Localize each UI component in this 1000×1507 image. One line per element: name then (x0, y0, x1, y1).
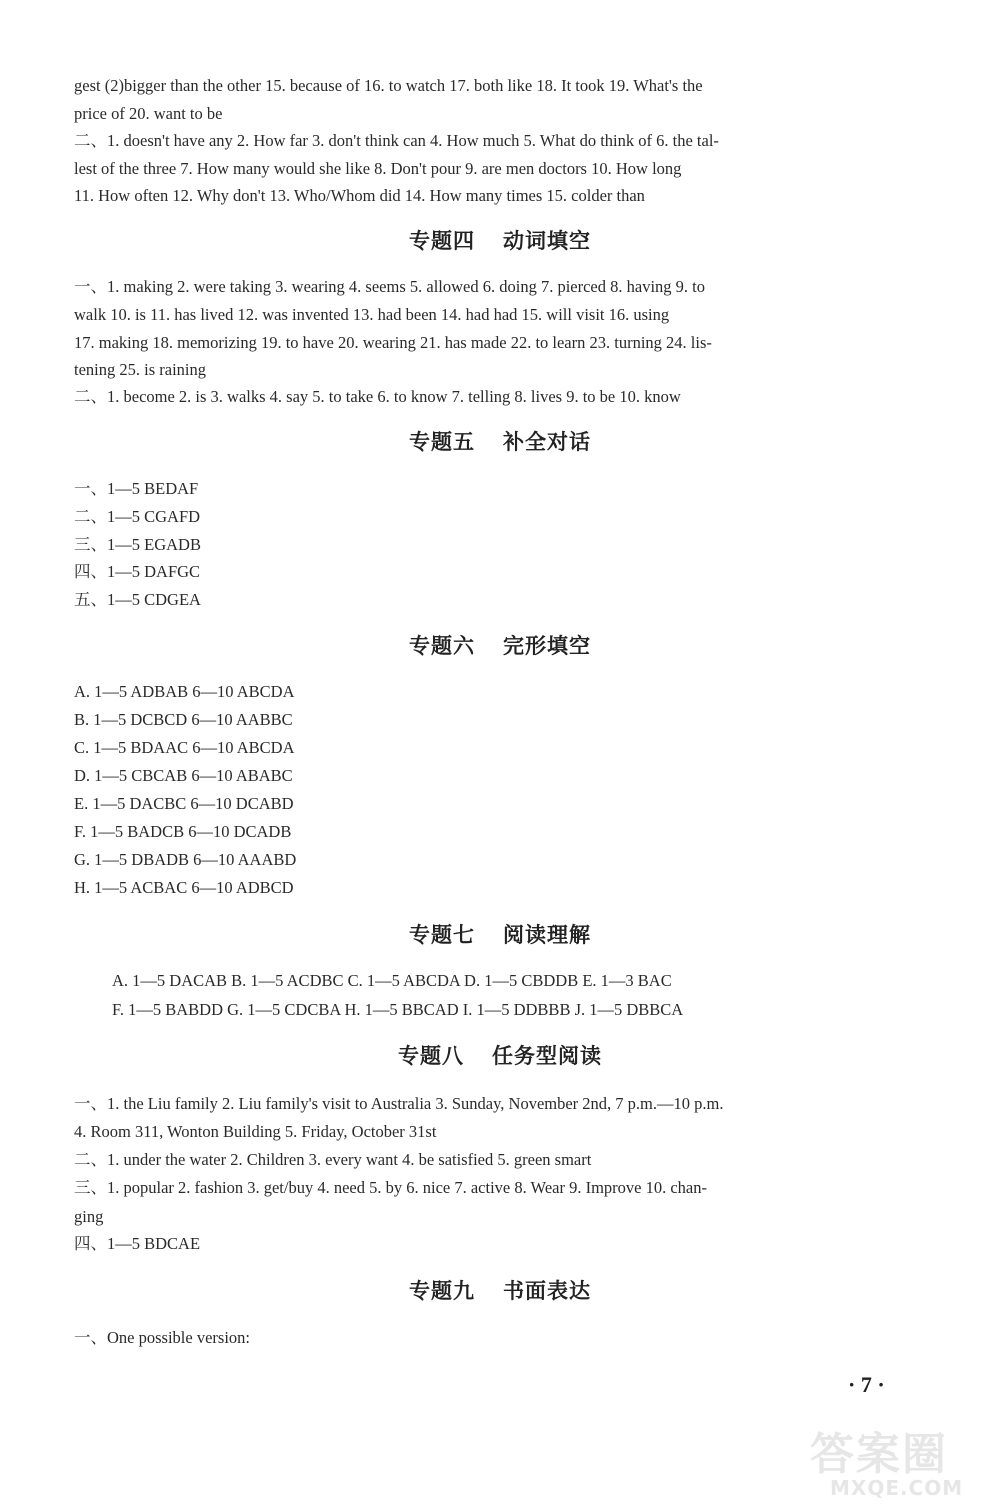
section-title: 补全对话 (503, 430, 591, 454)
text-line: 二、1. doesn't have any 2. How far 3. don't think can 4. How much 5. What do think of 6. the tal- (74, 131, 719, 150)
text-line: D. 1—5 CBCAB 6—10 ABABC (74, 766, 293, 785)
text-line: E. 1—5 DACBC 6—10 DCABD (74, 794, 294, 813)
section-title: 动词填空 (503, 229, 591, 253)
section-number: 专题五 (409, 430, 475, 454)
text-line: 一、One possible version: (74, 1328, 250, 1347)
text-line: 4. Room 311, Wonton Building 5. Friday, October 31st (74, 1122, 437, 1141)
text-line: lest of the three 7. How many would she like 8. Don't pour 9. are men doctors 10. How long (74, 159, 682, 178)
text-line: 二、1. become 2. is 3. walks 4. say 5. to take 6. to know 7. telling 8. lives 9. to be 10. know (74, 387, 681, 406)
text-line: ging (74, 1207, 104, 1226)
text-line: 一、1. making 2. were taking 3. wearing 4. seems 5. allowed 6. doing 7. pierced 8. having 9. to (74, 277, 705, 296)
text-line: 三、1—5 EGADB (74, 535, 201, 554)
text-line: price of 20. want to be (74, 104, 223, 123)
section-number: 专题七 (409, 923, 475, 947)
text-line: 三、1. popular 2. fashion 3. get/buy 4. need 5. by 6. nice 7. active 8. Wear 9. Improve 10. chan- (74, 1178, 707, 1197)
section-heading (0, 428, 1000, 456)
text-line: gest (2)bigger than the other 15. because of 16. to watch 17. both like 18. It took 19. What's the (74, 76, 703, 95)
section-heading (0, 632, 1000, 660)
section-number: 专题九 (409, 1279, 475, 1303)
watermark-logo (790, 1418, 995, 1502)
text-line: 一、1. the Liu family 2. Liu family's visit to Australia 3. Sunday, November 2nd, 7 p.m.—10 p.m. (74, 1094, 724, 1113)
text-line: 四、1—5 DAFGC (74, 562, 201, 581)
text-line: F. 1—5 BABDD G. 1—5 CDCBA H. 1—5 BBCAD I. 1—5 DDBBB J. 1—5 DBBCA (112, 1000, 684, 1019)
watermark-url: MXQE.COM (830, 1476, 964, 1500)
text-line: 17. making 18. memorizing 19. to have 20. wearing 21. has made 22. to learn 23. turning 24. lis- (74, 333, 712, 352)
text-line: 一、1—5 BEDAF (74, 479, 199, 498)
section-title: 书面表达 (503, 1279, 591, 1303)
text-line: 四、1—5 BDCAE (74, 1234, 201, 1253)
watermark-title: 答案圈 (810, 1429, 948, 1480)
text-line: 五、1—5 CDGEA (74, 590, 201, 609)
section-title: 任务型阅读 (492, 1044, 602, 1068)
text-line: tening 25. is raining (74, 360, 206, 379)
text-line: 二、1. under the water 2. Children 3. every want 4. be satisfied 5. green smart (74, 1150, 592, 1169)
section-heading (0, 227, 1000, 255)
text-line: B. 1—5 DCBCD 6—10 AABBC (74, 710, 293, 729)
text-line: G. 1—5 DBADB 6—10 AAABD (74, 850, 297, 869)
text-line: H. 1—5 ACBAC 6—10 ADBCD (74, 878, 294, 897)
section-heading (0, 921, 1000, 949)
section-heading (0, 1277, 1000, 1305)
text-line: 二、1—5 CGAFD (74, 507, 201, 526)
section-title: 完形填空 (503, 634, 591, 658)
section-number: 专题八 (398, 1044, 464, 1068)
section-number: 专题四 (409, 229, 475, 253)
text-line: F. 1—5 BADCB 6—10 DCADB (74, 822, 292, 841)
text-line: 11. How often 12. Why don't 13. Who/Whom did 14. How many times 15. colder than (74, 186, 645, 205)
text-line: A. 1—5 DACAB B. 1—5 ACDBC C. 1—5 ABCDA D. 1—5 CBDDB E. 1—3 BAC (112, 971, 672, 990)
text-line: walk 10. is 11. has lived 12. was invented 13. had been 14. had had 15. will visit 16. using (74, 305, 670, 324)
page-number: · 7 · (848, 1372, 885, 1397)
section-title: 阅读理解 (503, 923, 591, 947)
section-heading (0, 1042, 1000, 1070)
text-line: C. 1—5 BDAAC 6—10 ABCDA (74, 738, 295, 757)
text-line: A. 1—5 ADBAB 6—10 ABCDA (74, 682, 295, 701)
section-number: 专题六 (409, 634, 475, 658)
